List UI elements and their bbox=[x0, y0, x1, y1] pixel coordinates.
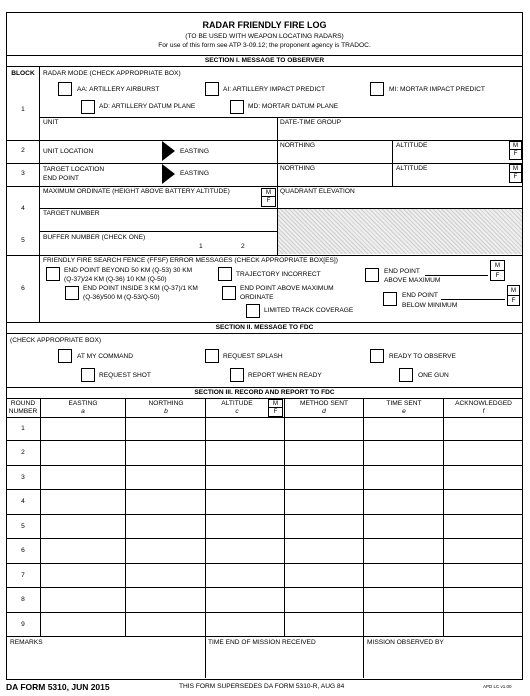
table-row[interactable] bbox=[6, 539, 523, 564]
altitude-entry-line[interactable] bbox=[441, 299, 505, 300]
table-row[interactable] bbox=[6, 417, 523, 441]
radar-mode-aa: AA: ARTILLERY AIRBURST bbox=[77, 86, 160, 93]
below-min-mf-selector[interactable] bbox=[507, 285, 520, 306]
checkbox-beyond-range[interactable] bbox=[46, 267, 60, 281]
altitude-mf-selector[interactable] bbox=[268, 399, 283, 417]
column-easting-letter: a bbox=[81, 408, 85, 415]
meters-option[interactable]: M bbox=[512, 142, 519, 149]
block-header: BLOCK bbox=[11, 70, 35, 77]
version-label: APD LC v1.00 bbox=[483, 684, 512, 689]
end-point-label: END POINT bbox=[43, 175, 79, 182]
feet-option[interactable]: F bbox=[510, 172, 521, 180]
form-title: RADAR FRIENDLY FIRE LOG bbox=[202, 20, 327, 30]
arrow-icon bbox=[162, 141, 175, 161]
unit-field[interactable] bbox=[40, 127, 276, 139]
target-number-label: TARGET NUMBER bbox=[43, 210, 100, 217]
round-number: 4 bbox=[21, 498, 25, 505]
buffer-option-2[interactable]: 2 bbox=[241, 243, 245, 250]
meters-option[interactable]: M bbox=[265, 189, 272, 196]
ffsf-beyond-range-line2: (Q-37)/24 KM (Q-36) 10 KM (Q-50) bbox=[64, 276, 167, 283]
section-3-title: SECTION III. RECORD AND REPORT TO FDC bbox=[194, 389, 335, 396]
rule bbox=[6, 66, 523, 67]
column-northing: NORTHING bbox=[148, 400, 184, 407]
ffsf-above-max-altitude-line1: END POINT bbox=[384, 268, 420, 275]
form-prescribing-note: For use of this form see ATP 3-09.12; the proponent agency is TRADOC. bbox=[158, 42, 371, 49]
option-one-gun: ONE GUN bbox=[418, 372, 449, 379]
radar-mode-ai: AI: ARTILLERY IMPACT PREDICT bbox=[223, 86, 325, 93]
time-end-of-mission-field[interactable] bbox=[206, 648, 362, 678]
block-number-5: 5 bbox=[21, 237, 25, 244]
rule bbox=[6, 55, 523, 56]
ffsf-inside-range-line1: END POINT INSIDE 3 KM (Q-37)/1 KM bbox=[83, 285, 198, 292]
buffer-number-label: BUFFER NUMBER (CHECK ONE) bbox=[43, 234, 146, 241]
checkbox-inside-range[interactable] bbox=[65, 286, 79, 300]
column-northing-letter: b bbox=[164, 408, 168, 415]
feet-option[interactable]: F bbox=[269, 407, 282, 415]
ffsf-limited-track: LIMITED TRACK COVERAGE bbox=[264, 307, 354, 314]
checkbox-aa[interactable] bbox=[58, 82, 72, 96]
remarks-label: REMARKS bbox=[10, 639, 43, 646]
shaded-area bbox=[278, 209, 522, 254]
mission-observed-by-label: MISSION OBSERVED BY bbox=[367, 639, 444, 646]
table-row[interactable] bbox=[6, 515, 523, 539]
rule bbox=[6, 322, 523, 323]
easting-label: EASTING bbox=[180, 170, 209, 177]
section-2-title: SECTION II. MESSAGE TO FDC bbox=[215, 324, 314, 331]
option-request-splash: REQUEST SPLASH bbox=[223, 353, 283, 360]
column-time-sent-letter: e bbox=[402, 408, 406, 415]
ffsf-label: FRIENDLY FIRE SEARCH FENCE (FFSF) ERROR MESSAGES (CHECK APPROPRIATE BOX[ES]) bbox=[43, 257, 338, 264]
datetime-group-field[interactable] bbox=[278, 127, 522, 139]
checkbox-above-max-altitude[interactable] bbox=[365, 268, 379, 282]
meters-option[interactable]: M bbox=[510, 287, 517, 294]
rule bbox=[6, 387, 523, 388]
form-number: DA FORM 5310, JUN 2015 bbox=[6, 682, 110, 692]
radar-mode-label: RADAR MODE (CHECK APPROPRIATE BOX) bbox=[43, 70, 181, 77]
meters-option[interactable]: M bbox=[512, 165, 519, 172]
round-number: 6 bbox=[21, 547, 25, 554]
round-number: 3 bbox=[21, 474, 25, 481]
checkbox-trajectory-incorrect[interactable] bbox=[218, 267, 232, 281]
rule bbox=[39, 117, 523, 118]
checkbox-below-minimum[interactable] bbox=[383, 292, 397, 306]
checkbox-request-shot[interactable] bbox=[81, 368, 95, 382]
table-row[interactable] bbox=[6, 588, 523, 613]
round-number: 7 bbox=[21, 572, 25, 579]
radar-mode-mi: MI: MORTAR IMPACT PREDICT bbox=[389, 86, 485, 93]
checkbox-ai[interactable] bbox=[205, 82, 219, 96]
supersedes-note: THIS FORM SUPERSEDES DA FORM 5310-R, AUG 84 bbox=[179, 683, 345, 690]
table-row[interactable] bbox=[6, 441, 523, 466]
checkbox-report-when-ready[interactable] bbox=[230, 368, 244, 382]
table-row[interactable] bbox=[6, 490, 523, 515]
max-ordinate-mf-selector[interactable] bbox=[261, 188, 276, 207]
checkbox-md[interactable] bbox=[230, 100, 244, 114]
maximum-ordinate-label: MAXIMUM ORDINATE (HEIGHT ABOVE BATTERY ALTITUDE) bbox=[43, 188, 230, 195]
ffsf-below-minimum-line1: END POINT bbox=[402, 292, 438, 299]
rule bbox=[6, 255, 523, 256]
block-column-divider bbox=[39, 66, 40, 322]
unit-label: UNIT bbox=[43, 119, 59, 126]
target-location-label: TARGET LOCATION bbox=[43, 166, 105, 173]
meters-option[interactable]: M bbox=[272, 400, 279, 407]
ffsf-trajectory-incorrect: TRAJECTORY INCORRECT bbox=[236, 271, 321, 278]
altitude-label: ALTITUDE bbox=[396, 165, 428, 172]
mission-observed-by-field[interactable] bbox=[364, 648, 522, 678]
ffsf-inside-range-line2: (Q-36)/500 M (Q-53/Q-50) bbox=[83, 294, 160, 301]
rule bbox=[6, 333, 523, 334]
round-number: 1 bbox=[21, 425, 25, 432]
arrow-icon bbox=[162, 164, 175, 184]
quadrant-elevation-label: QUADRANT ELEVATION bbox=[280, 188, 355, 195]
checkbox-mi[interactable] bbox=[370, 82, 384, 96]
round-number: 2 bbox=[21, 449, 25, 456]
option-request-shot: REQUEST SHOT bbox=[99, 372, 151, 379]
altitude-entry-line[interactable] bbox=[425, 275, 488, 276]
option-at-my-command: AT MY COMMAND bbox=[77, 353, 134, 360]
column-easting: EASTING bbox=[68, 400, 98, 407]
table-row[interactable] bbox=[6, 564, 523, 588]
unit-altitude-mf-selector[interactable] bbox=[509, 141, 522, 160]
column-acknowledged: ACKNOWLEDGED bbox=[455, 400, 512, 407]
option-ready-to-observe: READY TO OBSERVE bbox=[389, 353, 456, 360]
remarks-field[interactable] bbox=[7, 648, 204, 678]
feet-option[interactable]: F bbox=[262, 196, 275, 204]
buffer-option-1[interactable]: 1 bbox=[199, 243, 203, 250]
block-number-6: 6 bbox=[21, 285, 25, 292]
column-method-sent-letter: d bbox=[322, 408, 326, 415]
checkbox-ad[interactable] bbox=[81, 100, 95, 114]
easting-label: EASTING bbox=[180, 148, 209, 155]
feet-option[interactable]: F bbox=[508, 295, 519, 305]
round-number: 5 bbox=[21, 523, 25, 530]
rule bbox=[6, 398, 523, 399]
ffsf-above-max-ordinate-line1: END POINT ABOVE MAXIMUM bbox=[240, 285, 334, 292]
radar-mode-md: MD: MORTAR DATUM PLANE bbox=[248, 103, 339, 110]
option-report-when-ready: REPORT WHEN READY bbox=[248, 372, 322, 379]
checkbox-one-gun[interactable] bbox=[399, 368, 413, 382]
rule bbox=[39, 231, 277, 232]
ffsf-beyond-range-line1: END POINT BEYOND 50 KM (Q-53) 30 KM bbox=[64, 267, 193, 274]
checkbox-above-max-ordinate[interactable] bbox=[222, 286, 236, 300]
block-number-2: 2 bbox=[21, 147, 25, 154]
rule bbox=[6, 140, 523, 141]
block-number-3: 3 bbox=[21, 170, 25, 177]
table-row[interactable] bbox=[6, 613, 523, 637]
meters-option[interactable]: M bbox=[494, 262, 501, 269]
datetime-group-label: DATE-TIME GROUP bbox=[280, 119, 342, 126]
altitude-label: ALTITUDE bbox=[396, 142, 428, 149]
checkbox-limited-track[interactable] bbox=[246, 304, 260, 318]
round-number: 9 bbox=[21, 621, 25, 628]
unit-location-label: UNIT LOCATION bbox=[43, 148, 94, 155]
time-end-of-mission-label: TIME END OF MISSION RECEIVED bbox=[208, 639, 316, 646]
checkbox-at-my-command[interactable] bbox=[58, 349, 72, 363]
target-altitude-mf-selector[interactable] bbox=[509, 164, 522, 183]
checkbox-request-splash[interactable] bbox=[205, 349, 219, 363]
column-method-sent: METHOD SENT bbox=[300, 400, 348, 407]
column-time-sent: TIME SENT bbox=[386, 400, 422, 407]
block-number-4: 4 bbox=[21, 205, 25, 212]
above-max-mf-selector[interactable] bbox=[490, 260, 505, 281]
form-subtitle: (TO BE USED WITH WEAPON LOCATING RADARS) bbox=[185, 33, 344, 40]
ffsf-below-minimum-line2: BELOW MINIMUM bbox=[402, 302, 458, 309]
northing-label: NORTHING bbox=[280, 165, 316, 172]
feet-option[interactable]: F bbox=[510, 149, 521, 157]
check-appropriate-box-label: (CHECK APPROPRIATE BOX) bbox=[10, 337, 102, 344]
rule bbox=[6, 163, 523, 164]
rule bbox=[6, 186, 523, 187]
ffsf-above-max-ordinate-line2: ORDINATE bbox=[240, 294, 274, 301]
column-altitude-letter: c bbox=[235, 408, 239, 415]
column-round-number: ROUND bbox=[10, 400, 36, 407]
column-altitude: ALTITUDE bbox=[221, 400, 253, 407]
table-row[interactable] bbox=[6, 466, 523, 490]
ffsf-above-max-altitude-line2: ABOVE MAXIMUM bbox=[384, 277, 441, 284]
column-round-number: NUMBER bbox=[8, 408, 38, 415]
block-number-1: 1 bbox=[21, 106, 25, 113]
radar-mode-ad: AD: ARTILLERY DATUM PLANE bbox=[99, 103, 196, 110]
feet-option[interactable]: F bbox=[491, 270, 504, 280]
section-1-title: SECTION I. MESSAGE TO OBSERVER bbox=[204, 57, 325, 64]
northing-label: NORTHING bbox=[280, 142, 316, 149]
round-number: 8 bbox=[21, 596, 25, 603]
column-acknowledged-letter: f bbox=[482, 408, 485, 415]
checkbox-ready-to-observe[interactable] bbox=[370, 349, 384, 363]
